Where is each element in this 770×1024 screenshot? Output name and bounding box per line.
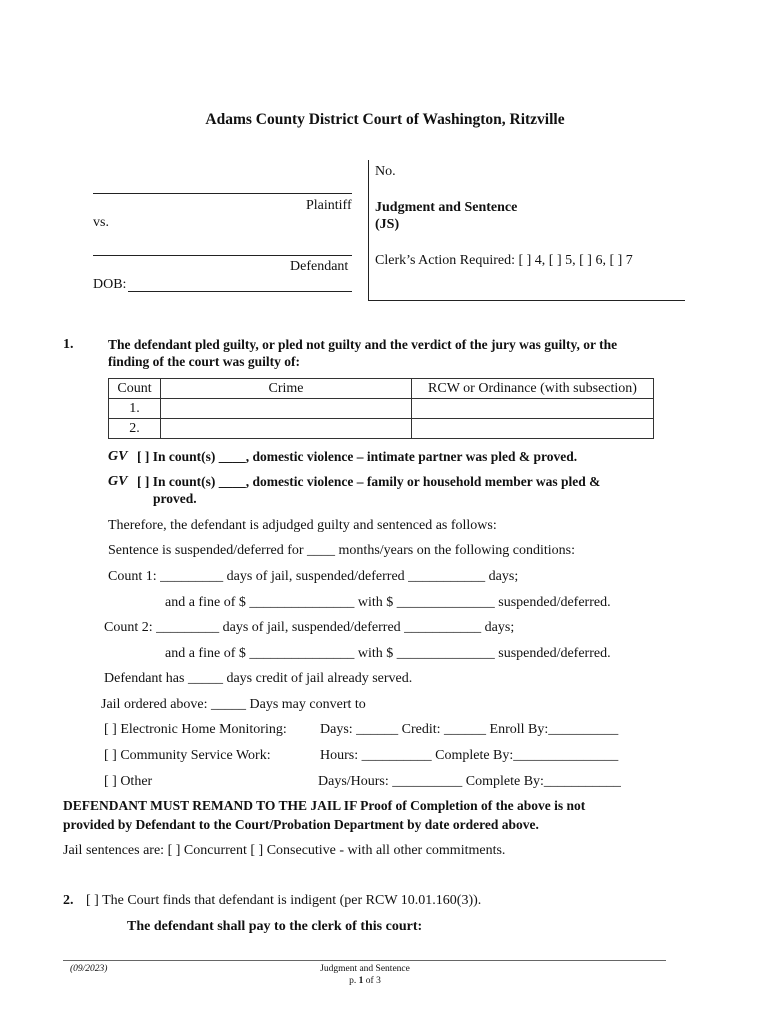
other-fields[interactable]: Days/Hours: __________ Complete By:___________ — [318, 774, 621, 789]
remand-warning-line2: provided by Defendant to the Court/Probation Department by date ordered above. — [63, 817, 539, 832]
table-row — [109, 399, 654, 419]
section-1-text-line1: The defendant pled guilty, or pled not guilty and the verdict of the jury was guilty, or the — [108, 337, 618, 352]
caption-bottom-rule — [368, 300, 685, 301]
section-1-text-line2: finding of the court was guilty of: — [108, 354, 300, 369]
plaintiff-label: Plaintiff — [306, 198, 352, 213]
header-rcw: RCW or Ordinance (with subsection) — [412, 379, 654, 399]
therefore-text: Therefore, the defendant is adjudged guilty and sentenced as follows: — [108, 518, 497, 533]
gv-family-household-cont: proved. — [153, 491, 197, 506]
table-row — [109, 419, 654, 439]
suspended-text[interactable]: Sentence is suspended/deferred for ____ months/years on the following conditions: — [108, 543, 575, 558]
page-prefix: p. — [349, 976, 359, 986]
page-number: 1 — [358, 976, 364, 986]
jail-credit[interactable]: Defendant has _____ days credit of jail already served. — [104, 671, 413, 686]
rcw-cell[interactable] — [412, 399, 654, 419]
section-2-number: 2. — [63, 893, 74, 908]
document-title-abbrev: (JS) — [375, 217, 400, 232]
gv-mark-2: GV — [108, 474, 128, 489]
rcw-cell[interactable] — [412, 419, 654, 439]
crime-cell[interactable] — [161, 399, 412, 419]
header-count: Count — [109, 379, 161, 399]
indigent-finding[interactable]: [ ] The Court finds that defendant is indigent (per RCW 10.01.160(3)). — [86, 893, 482, 908]
vs-label: vs. — [93, 215, 109, 230]
other-checkbox-label[interactable]: [ ] Other — [104, 774, 153, 789]
crime-table — [108, 378, 654, 439]
clerk-action-required: Clerk’s Action Required: [ ] 4, [ ] 5, [ ] 6, [ ] 7 — [375, 253, 633, 268]
header-crime: Crime — [161, 379, 412, 399]
jail-sentences-options[interactable]: Jail sentences are: [ ] Concurrent [ ] Consecutive - with all other commitments. — [63, 843, 506, 858]
count-1-fine[interactable]: and a fine of $ _______________ with $ ______________ suspended/deferred. — [165, 595, 611, 610]
caption-divider — [368, 160, 369, 300]
dob-line[interactable] — [128, 291, 352, 292]
case-number-label: No. — [375, 164, 396, 179]
ehm-fields[interactable]: Days: ______ Credit: ______ Enroll By:__________ — [320, 722, 619, 737]
count-cell: 2. — [109, 419, 161, 439]
footer-title: Judgment and Sentence — [320, 964, 410, 974]
gv-mark-1: GV — [108, 449, 128, 464]
pay-clerk-heading: The defendant shall pay to the clerk of this court: — [127, 919, 423, 934]
count-2-jail[interactable]: Count 2: _________ days of jail, suspended/deferred ___________ days; — [104, 620, 515, 635]
dob-label: DOB: — [93, 277, 127, 292]
footer-rule — [63, 960, 666, 961]
crime-cell[interactable] — [161, 419, 412, 439]
court-title: Adams County District Court of Washington, Ritzville — [205, 111, 565, 128]
defendant-label: Defendant — [290, 259, 349, 274]
footer-page — [0, 976, 730, 986]
count-1-jail[interactable]: Count 1: _________ days of jail, suspended/deferred ___________ days; — [108, 569, 519, 584]
plaintiff-line[interactable] — [93, 193, 352, 194]
section-1-number: 1. — [63, 337, 74, 352]
defendant-line[interactable] — [93, 255, 352, 256]
page-suffix: of 3 — [363, 976, 381, 986]
count-2-fine[interactable]: and a fine of $ _______________ with $ ______________ suspended/deferred. — [165, 646, 611, 661]
csw-fields[interactable]: Hours: __________ Complete By:_______________ — [320, 748, 619, 763]
jail-ordered[interactable]: Jail ordered above: _____ Days may convert to — [101, 697, 366, 712]
csw-checkbox-label[interactable]: [ ] Community Service Work: — [104, 748, 271, 763]
count-cell: 1. — [109, 399, 161, 419]
ehm-checkbox-label[interactable]: [ ] Electronic Home Monitoring: — [104, 722, 287, 737]
gv-intimate-partner[interactable]: [ ] In count(s) ____, domestic violence – intimate partner was pled & proved. — [137, 449, 578, 464]
gv-family-household[interactable]: [ ] In count(s) ____, domestic violence – family or household member was pled & — [137, 474, 601, 489]
document-title: Judgment and Sentence — [375, 200, 518, 215]
crime-table-header — [109, 379, 654, 399]
footer-date: (09/2023) — [70, 964, 108, 974]
remand-warning-line1: DEFENDANT MUST REMAND TO THE JAIL IF Proof of Completion of the above is not — [63, 798, 586, 813]
